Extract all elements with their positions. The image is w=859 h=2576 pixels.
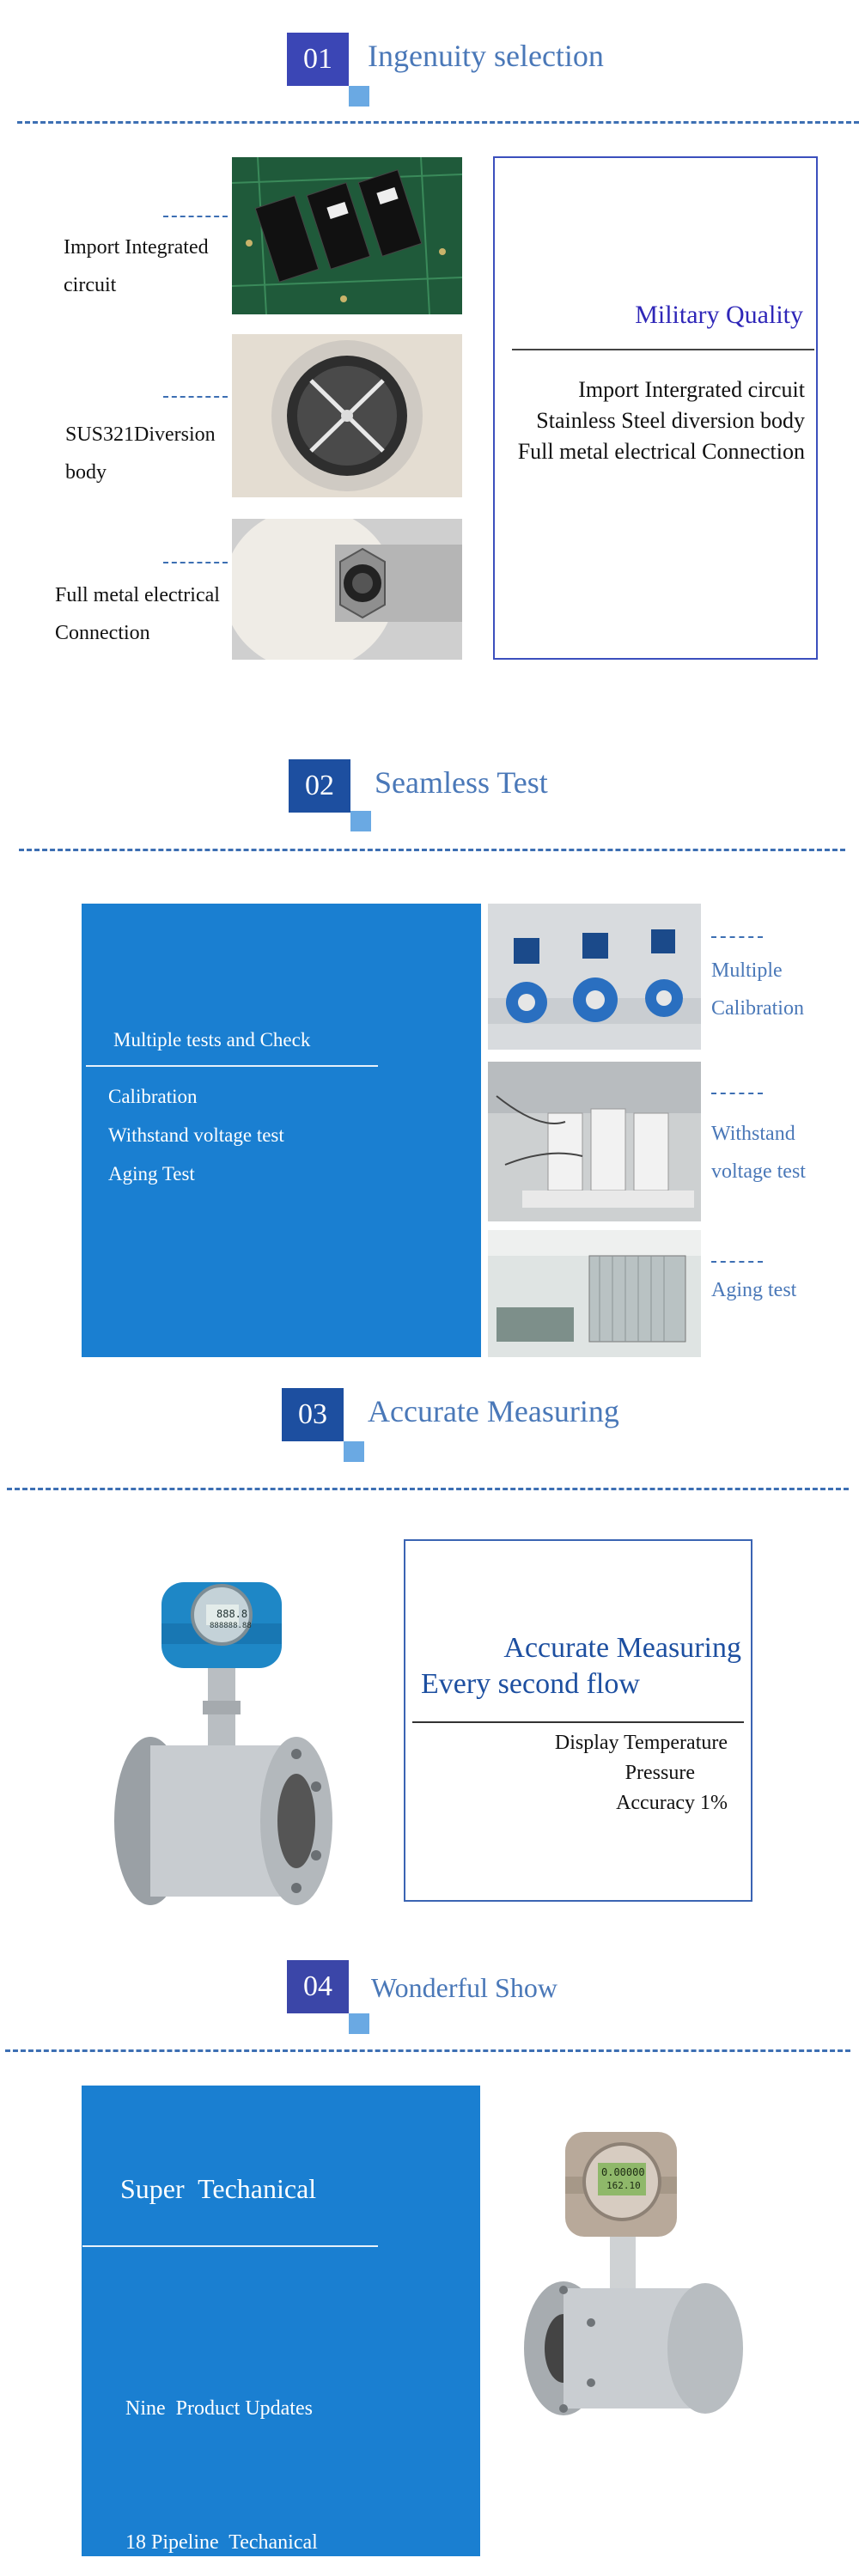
accurate-line-1: Display Temperature [554, 1732, 728, 1754]
section-4-divider [5, 2049, 850, 2052]
section-2-number: 02 [289, 759, 350, 813]
feature-3-line2: Connection [55, 622, 150, 644]
stainless-meter-display-2: 162.10 [606, 2180, 641, 2191]
military-quality-line-2: Stainless Steel diversion body [536, 408, 805, 433]
technical-panel-items [125, 2297, 318, 2576]
section-1-title: Ingenuity selection [368, 39, 604, 73]
tests-item-1: Calibration [108, 1086, 198, 1107]
accurate-box-title-2: Every second flow [421, 1668, 640, 1700]
section-4-number: 04 [287, 1960, 349, 2013]
technical-item-1: Nine Product Updates [125, 2397, 313, 2420]
calibration-line1: Multiple [711, 959, 783, 982]
aging-line1: Aging test [711, 1279, 797, 1301]
feature-1-label [64, 228, 235, 304]
section-2-accent [350, 811, 371, 831]
aging-leader [711, 1261, 763, 1263]
feature-3-line1: Full metal electrical [55, 584, 220, 606]
accurate-box-lines [481, 1728, 728, 1818]
calibration-line2: Calibration [711, 997, 804, 1020]
meter-display-line2: 888888.88 [210, 1622, 252, 1630]
accurate-measuring-box [404, 1539, 752, 1902]
diversion-body-photo [232, 334, 462, 497]
tests-panel-rule [86, 1065, 378, 1067]
accurate-line-2: Pressure [624, 1762, 695, 1784]
military-quality-line-3: Full metal electrical Connection [517, 439, 805, 464]
tests-panel-title: Multiple tests and Check [113, 1029, 311, 1050]
calibration-leader [711, 936, 763, 938]
military-quality-rule [512, 349, 814, 350]
accurate-box-title-1: Accurate Measuring [503, 1632, 741, 1664]
feature-3-leader [163, 562, 228, 563]
technical-panel-title: Super Techanical [120, 2173, 317, 2204]
section-3-accent [344, 1441, 364, 1462]
section-4-title: Wonderful Show [371, 1972, 557, 2003]
section-3-divider [7, 1488, 849, 1490]
feature-2-label [65, 416, 237, 491]
feature-1-line1: Import Integrated [64, 236, 209, 259]
section-4-accent [349, 2013, 369, 2034]
circuit-board-photo [232, 157, 462, 314]
section-2-divider [19, 849, 845, 851]
feature-2-line1: SUS321Diversion [65, 423, 216, 446]
accurate-box-rule [412, 1721, 744, 1723]
accurate-line-3: Accuracy 1% [616, 1792, 728, 1814]
technical-panel-rule [82, 2245, 378, 2247]
feature-1-line2: circuit [64, 274, 117, 296]
feature-3-label [55, 576, 244, 652]
calibration-label [711, 952, 804, 1027]
section-1-divider [17, 121, 859, 124]
meter-display-line1: 888.8 [216, 1608, 248, 1620]
tests-item-2: Withstand voltage test [108, 1124, 284, 1146]
section-1-accent [349, 86, 369, 107]
military-quality-title: Military Quality [635, 301, 803, 329]
section-3-title: Accurate Measuring [368, 1394, 619, 1428]
feature-2-leader [163, 396, 228, 398]
section-1-number: 01 [287, 33, 349, 86]
voltage-line1: Withstand [711, 1123, 795, 1145]
voltage-label [711, 1115, 806, 1191]
aging-label [711, 1271, 796, 1309]
military-quality-line-1: Import Intergrated circuit [578, 377, 805, 402]
feature-2-line2: body [65, 461, 107, 484]
section-3-number: 03 [282, 1388, 344, 1441]
section-2-title: Seamless Test [375, 765, 548, 800]
tests-item-3: Aging Test [108, 1163, 195, 1184]
technical-item-2: 18 Pipeline Techanical [125, 2531, 318, 2554]
voltage-test-photo [488, 1062, 701, 1221]
voltage-line2: voltage test [711, 1160, 806, 1183]
aging-test-photo [488, 1230, 701, 1357]
feature-1-leader [163, 216, 228, 217]
tests-panel-items [108, 1077, 284, 1193]
stainless-meter-display-1: 0.00000 [601, 2166, 645, 2178]
voltage-leader [711, 1093, 763, 1094]
calibration-photo [488, 904, 701, 1050]
military-quality-lines [498, 375, 805, 467]
electrical-connection-photo [232, 519, 462, 660]
